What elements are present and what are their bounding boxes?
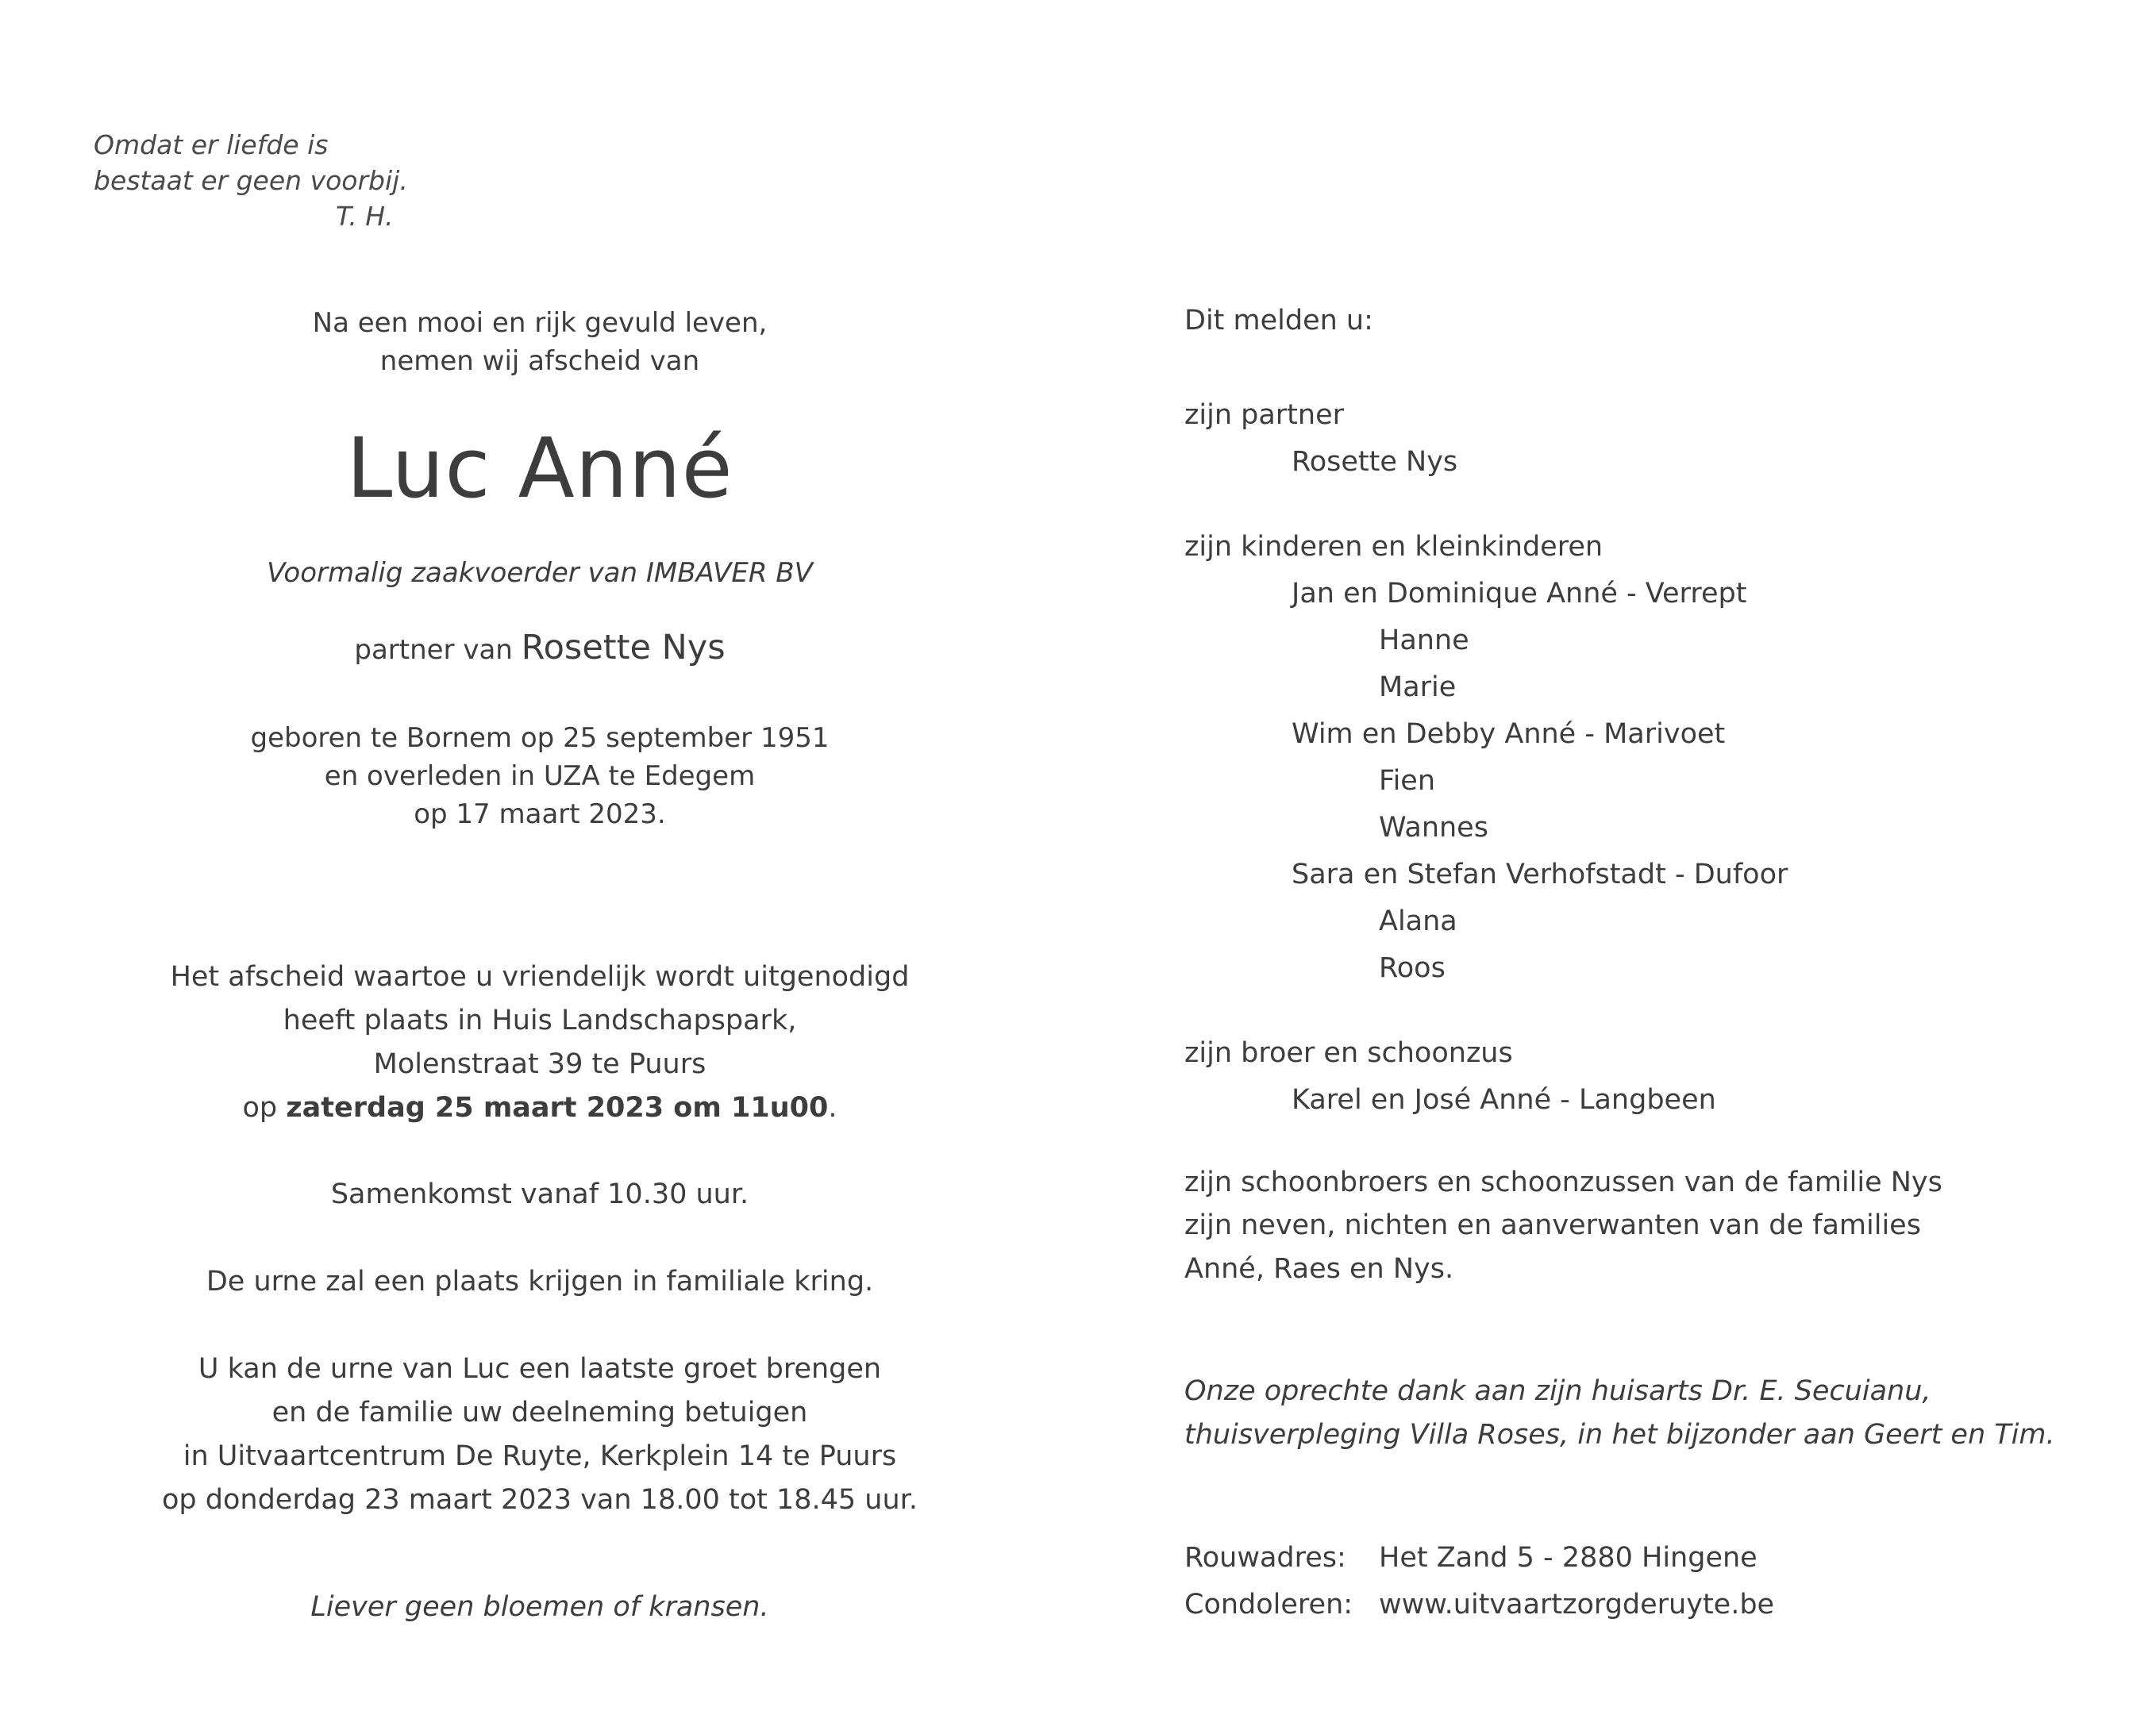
sibling-heading: zijn broer en schoonzus [1184, 1037, 1513, 1069]
opening-quote [94, 127, 408, 234]
intro-line-1: Na een mooi en rijk gevuld leven, [312, 307, 768, 339]
partner-prefix: partner van [354, 634, 513, 666]
grandchild-wannes: Wannes [1379, 812, 1488, 844]
ceremony-date-prefix: op [242, 1092, 278, 1124]
announcers-heading: Dit melden u: [1184, 305, 1373, 336]
intro-line-2: nemen wij afscheid van [379, 345, 700, 377]
partner-name: Rosette Nys [521, 628, 726, 667]
announcer-partner-name: Rosette Nys [1292, 446, 1458, 478]
occupation: Voormalig zaakvoerder van IMBAVER BV [267, 557, 813, 589]
grandchild-alana: Alana [1379, 905, 1457, 937]
quote-line-2: bestaat er geen voorbij. [94, 165, 408, 196]
extended-family-1: zijn schoonbroers en schoonzussen van de familie Nys [1184, 1167, 1942, 1198]
visitation-line-2: en de familie uw deelneming betuigen [271, 1397, 808, 1428]
flowers-note: Liever geen bloemen of kransen. [310, 1591, 769, 1623]
grandchild-hanne: Hanne [1379, 625, 1469, 656]
address-value: Het Zand 5 - 2880 Hingene [1379, 1542, 1758, 1574]
quote-line-1: Omdat er liefde is [94, 129, 329, 160]
ceremony-line-3: Molenstraat 39 te Puurs [373, 1048, 706, 1080]
visitation-line-1: U kan de urne van Luc een laatste groet brengen [198, 1353, 882, 1385]
grandchild-roos: Roos [1379, 952, 1446, 984]
visitation-details [119, 1348, 961, 1522]
children-heading: zijn kinderen en kleinkinderen [1184, 531, 1604, 563]
ceremony-details [119, 955, 961, 1130]
ceremony-line-2: heeft plaats in Huis Landschapspark, [283, 1005, 797, 1036]
visitation-line-3: in Uitvaartcentrum De Ruyte, Kerkplein 14 te Puurs [183, 1440, 897, 1472]
urn-note: De urne zal een plaats krijgen in familiale kring. [206, 1266, 874, 1298]
family-2: Wim en Debby Anné - Marivoet [1292, 718, 1726, 750]
death-line: en overleden in UZA te Edegem [324, 760, 756, 792]
address-row [1184, 1540, 1758, 1576]
family-3: Sara en Stefan Verhofstadt - Dufoor [1292, 859, 1788, 890]
ceremony-date-suffix: . [828, 1092, 837, 1124]
sibling-names: Karel en José Anné - Langbeen [1292, 1084, 1716, 1116]
condolence-label: Condoleren: [1184, 1589, 1353, 1621]
condolence-row [1184, 1587, 1774, 1623]
birth-line: geboren te Bornem op 25 september 1951 [250, 722, 830, 754]
ceremony-date: zaterdag 25 maart 2023 om 11u00 [286, 1092, 829, 1124]
quote-author: T. H. [336, 201, 394, 232]
extended-family-2: zijn neven, nichten en aanverwanten van de families [1184, 1209, 1921, 1241]
visitation-line-4: op donderdag 23 maart 2023 van 18.00 tot 18.45 uur. [162, 1484, 918, 1516]
intro-text [119, 304, 961, 380]
birth-death [119, 719, 961, 833]
extended-family-3: Anné, Raes en Nys. [1184, 1253, 1454, 1285]
deceased-name: Luc Anné [346, 420, 733, 517]
ceremony-line-1: Het afscheid waartoe u vriendelijk wordt uitgenodigd [170, 961, 910, 993]
grandchild-fien: Fien [1379, 765, 1436, 797]
address-label: Rouwadres: [1184, 1542, 1346, 1574]
partner-heading: zijn partner [1184, 399, 1345, 431]
grandchild-marie: Marie [1379, 671, 1457, 703]
family-1: Jan en Dominique Anné - Verrept [1292, 578, 1747, 609]
gathering-time: Samenkomst vanaf 10.30 uur. [330, 1178, 749, 1210]
death-date-line: op 17 maart 2023. [414, 798, 666, 830]
ceremony-line-4 [119, 1086, 961, 1130]
thanks-line-1: Onze oprechte dank aan zijn huisarts Dr. E. Secuianu, [1184, 1375, 1931, 1407]
condolence-link[interactable]: www.uitvaartzorgderuyte.be [1379, 1589, 1775, 1621]
partner-line [119, 629, 961, 669]
thanks-line-2: thuisverpleging Villa Roses, in het bijzonder aan Geert en Tim. [1184, 1419, 2055, 1451]
